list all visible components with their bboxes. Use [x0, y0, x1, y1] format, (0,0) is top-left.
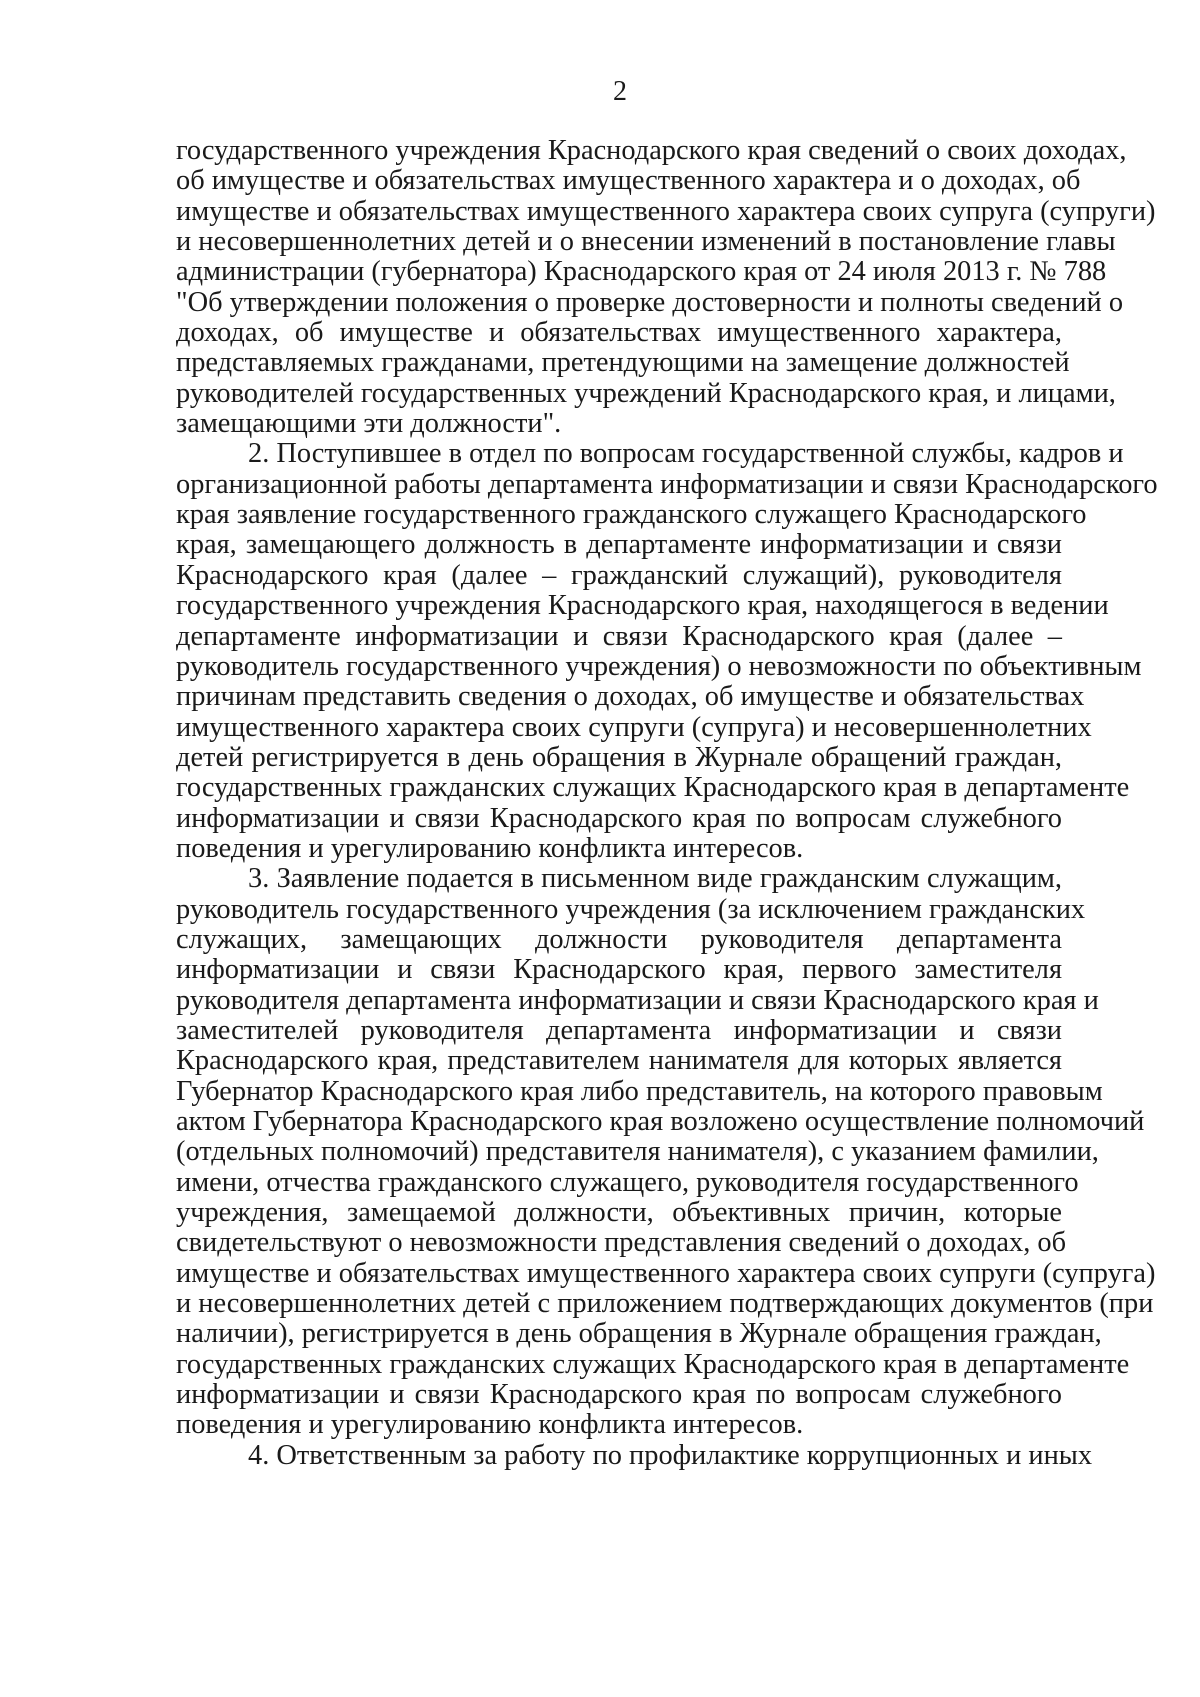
text-line: руководитель государственного учреждения) о невозможности по объективным	[176, 650, 1142, 682]
paragraph	[176, 135, 1156, 440]
text-line: руководителя департамента информатизации и связи Краснодарского края и	[176, 984, 1099, 1016]
document-body	[176, 135, 1158, 1471]
text-line: наличии), регистрируется в день обращения в Журнале обращения граждан,	[176, 1318, 1102, 1350]
text-line: причинам представить сведения о доходах, об имуществе и обязательствах	[176, 681, 1085, 713]
text-line: государственного учреждения Краснодарского края сведений о своих доходах,	[176, 135, 1127, 166]
text-line: государственного учреждения Краснодарского края, находящегося в ведении	[176, 590, 1109, 622]
text-line: информатизации и связи Краснодарского края по вопросам служебного	[176, 802, 1062, 834]
text-line: доходах, об имуществе и обязательствах имущественного характера,	[176, 317, 1062, 349]
text-line: руководитель государственного учреждения (за исключением гражданских	[176, 893, 1086, 925]
text-line: 4. Ответственным за работу по профилактике коррупционных и иных	[248, 1439, 1093, 1471]
text-line: представляемых гражданами, претендующими на замещение должностей	[176, 347, 1070, 379]
text-line: Краснодарского края, представителем нанимателя для которых является	[176, 1045, 1062, 1077]
text-line: замещающими эти должности".	[176, 408, 562, 440]
text-line: Краснодарского края (далее – гражданский служащий), руководителя	[176, 559, 1062, 591]
paragraph	[176, 1439, 1093, 1471]
text-line: и несовершеннолетних детей и о внесении изменений в постановление главы	[176, 226, 1116, 258]
text-line: поведения и урегулированию конфликта интересов.	[176, 1409, 804, 1441]
text-line: имущественного характера своих супруги (супруга) и несовершеннолетних	[176, 711, 1092, 743]
text-line: об имуществе и обязательствах имущественного характера и о доходах, об	[176, 165, 1081, 197]
text-line: и несовершеннолетних детей с приложением подтверждающих документов (при	[176, 1288, 1154, 1320]
text-line: "Об утверждении положения о проверке достоверности и полноты сведений о	[176, 286, 1124, 318]
text-line: 3. Заявление подается в письменном виде гражданским служащим,	[248, 863, 1062, 895]
text-line: поведения и урегулированию конфликта интересов.	[176, 832, 804, 864]
text-line: детей регистрируется в день обращения в Журнале обращений граждан,	[176, 741, 1062, 773]
text-line: имуществе и обязательствах имущественного характера своих супруги (супруга)	[176, 1257, 1156, 1289]
text-line: (отдельных полномочий) представителя нанимателя), с указанием фамилии,	[176, 1136, 1099, 1168]
page-number: 2	[613, 76, 627, 107]
paragraph	[176, 863, 1156, 1441]
paragraph	[176, 438, 1158, 864]
text-line: заместителей руководителя департамента информатизации и связи	[176, 1014, 1062, 1046]
text-line: 2. Поступившее в отдел по вопросам государственной службы, кадров и	[248, 438, 1124, 470]
text-line: государственных гражданских служащих Краснодарского края в департаменте	[176, 1348, 1130, 1380]
text-line: организационной работы департамента информатизации и связи Краснодарского	[176, 468, 1158, 500]
text-line: администрации (губернатора) Краснодарского края от 24 июля 2013 г. № 788	[176, 256, 1107, 288]
text-line: государственных гражданских служащих Краснодарского края в департаменте	[176, 772, 1130, 804]
text-line: департаменте информатизации и связи Краснодарского края (далее –	[176, 620, 1062, 652]
text-line: имуществе и обязательствах имущественного характера своих супруга (супруги)	[176, 195, 1156, 227]
text-line: свидетельствуют о невозможности представления сведений о доходах, об	[176, 1227, 1067, 1259]
text-line: актом Губернатора Краснодарского края возложено осуществление полномочий	[176, 1106, 1145, 1137]
text-line: края заявление государственного гражданского служащего Краснодарского	[176, 499, 1087, 531]
text-line: имени, отчества гражданского служащего, руководителя государственного	[176, 1166, 1079, 1198]
text-line: служащих, замещающих должности руководителя департамента	[176, 923, 1062, 955]
text-line: информатизации и связи Краснодарского края, первого заместителя	[176, 954, 1062, 986]
text-line: руководителей государственных учреждений Краснодарского края, и лицами,	[176, 377, 1116, 409]
text-line: информатизации и связи Краснодарского края по вопросам служебного	[176, 1379, 1062, 1411]
text-line: Губернатор Краснодарского края либо представитель, на которого правовым	[176, 1075, 1103, 1107]
text-line: края, замещающего должность в департаменте информатизации и связи	[176, 529, 1062, 561]
text-line: учреждения, замещаемой должности, объективных причин, которые	[176, 1197, 1062, 1229]
